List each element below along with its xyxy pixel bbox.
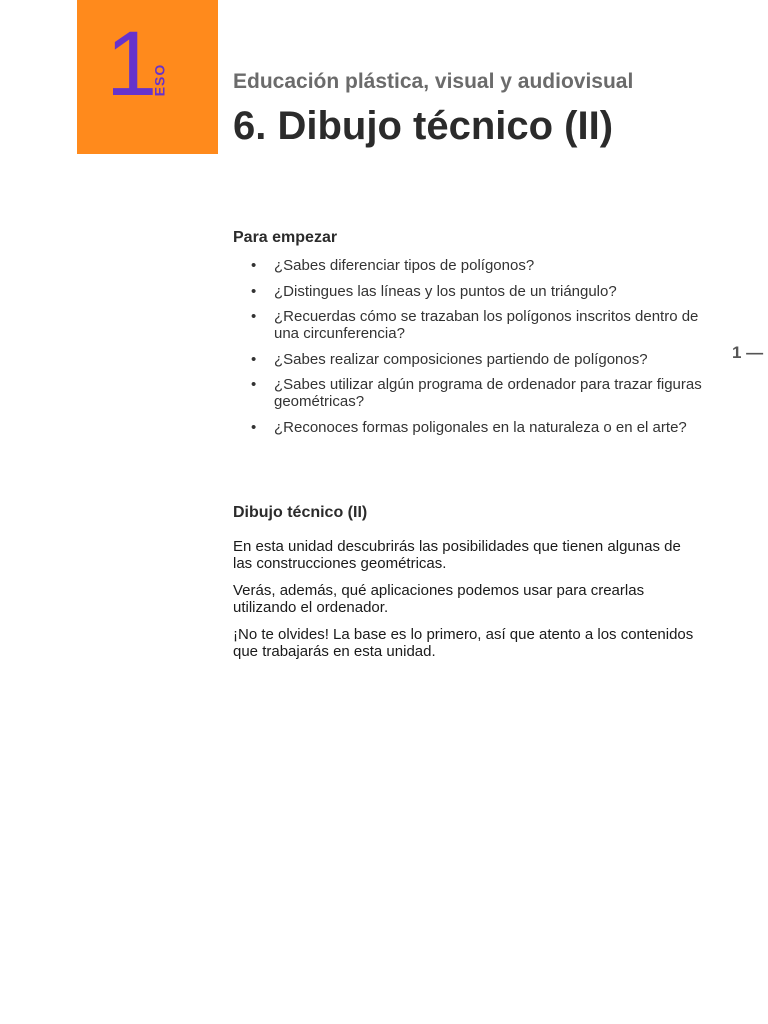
intro-paragraph: Verás, además, qué aplicaciones podemos usar para crearlas utilizando el ordenador. <box>233 582 645 616</box>
question-item: • ¿Sabes utilizar algún programa de ordenador para trazar figuras geométricas? <box>251 376 702 410</box>
para-empezar-section <box>233 229 703 444</box>
intro-section <box>233 504 703 670</box>
page-marker: 1 — <box>732 343 764 362</box>
question-list <box>233 257 703 436</box>
intro-heading: Dibujo técnico (II) <box>233 504 368 521</box>
intro-paragraph: En esta unidad descubrirás las posibilidades que tienen algunas de las construcciones geométricas. <box>233 538 681 572</box>
para-empezar-heading: Para empezar <box>233 229 338 246</box>
course-level: ESO <box>151 63 168 97</box>
question-item: • ¿Recuerdas cómo se trazaban los polígonos inscritos dentro de una circunferencia? <box>251 308 699 342</box>
course-badge <box>77 0 218 154</box>
question-item: • ¿Sabes realizar composiciones partiendo de polígonos? <box>251 350 648 368</box>
question-item: • ¿Sabes diferenciar tipos de polígonos? <box>251 257 535 274</box>
intro-paragraph: ¡No te olvides! La base es lo primero, así que atento a los contenidos que trabajarás en esta unidad. <box>233 626 694 660</box>
question-item: • ¿Distingues las líneas y los puntos de un triángulo? <box>251 282 617 300</box>
subject-heading: Educación plástica, visual y audiovisual <box>233 70 634 93</box>
course-level-wrapper <box>151 62 167 98</box>
page-title: 6. Dibujo técnico (II) <box>233 104 614 148</box>
question-item: • ¿Reconoces formas poligonales en la naturaleza o en el arte? <box>251 418 687 436</box>
course-number: 1 <box>106 13 154 115</box>
